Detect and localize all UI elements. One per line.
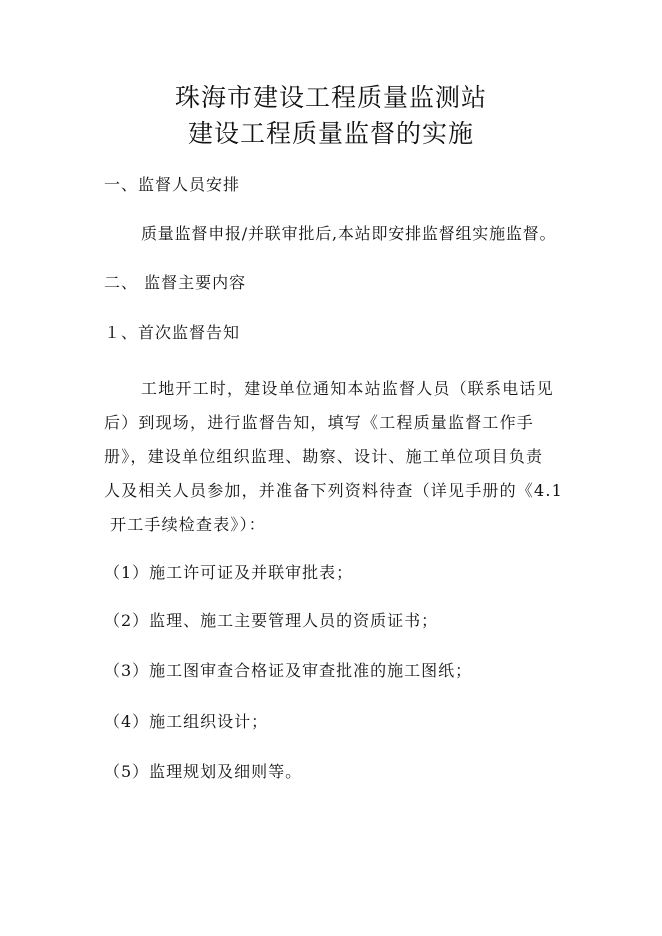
document-title-line-1: 珠海市建设工程质量监测站: [174, 83, 487, 112]
paragraph-line: 工地开工时，建设单位通知本站监督人员（联系电话见: [141, 379, 554, 398]
paragraph-first-notice: [104, 372, 574, 542]
list-item: （5）监理规划及细则等。: [104, 762, 303, 781]
paragraph-line: 后）到现场，进行监督告知，填写《工程质量监督工作手: [104, 413, 535, 432]
section-body-staff-arrangement: 质量监督申报/并联审批后,本站即安排监督组实施监督。: [141, 224, 557, 243]
list-item: （2）监理、施工主要管理人员的资质证书；: [104, 611, 439, 630]
paragraph-line: 人及相关人员参加，并准备下列资料待查（详见手册的《4.1: [104, 481, 564, 500]
document-title-line-2: 建设工程质量监督的实施: [187, 119, 474, 148]
list-item: （1）施工许可证及并联审批表；: [104, 563, 354, 582]
paragraph-line: 开工手续检查表》）：: [110, 515, 267, 534]
list-item: （3）施工图审查合格证及审查批准的施工图纸；: [104, 661, 473, 680]
paragraph-line: 册》，建设单位组织监理、勘察、设计、施工单位项目负责: [104, 447, 544, 466]
subsection-heading-first-notice: １、首次监督告知: [104, 323, 241, 342]
section-heading-staff-arrangement: 一、监督人员安排: [104, 175, 241, 194]
list-item: （4）施工组织设计；: [104, 712, 269, 731]
section-heading-main-content: 二、 监督主要内容: [104, 273, 247, 292]
